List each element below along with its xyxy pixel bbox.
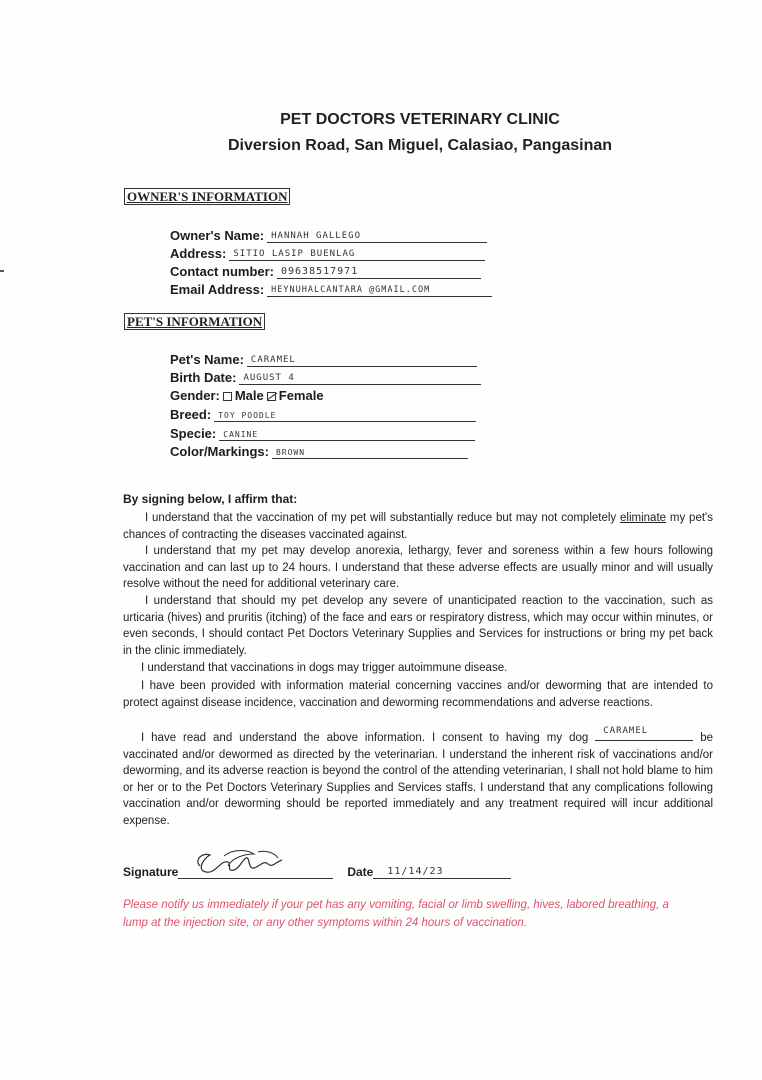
pet-name-value: CARAMEL [250, 355, 296, 365]
breed-line[interactable] [214, 406, 476, 422]
color-markings-field [170, 443, 468, 461]
affirmation-paragraph-6 [123, 728, 713, 830]
handwritten-signature [184, 846, 294, 882]
gender-field [170, 388, 324, 403]
contact-number-field [170, 263, 481, 281]
contact-number-value: 09638517971 [281, 266, 359, 277]
clinic-address: Diversion Road, San Miguel, Calasiao, Pangasinan [227, 137, 613, 154]
birth-date-line[interactable] [239, 369, 481, 385]
affirmation-paragraph-5 [123, 678, 713, 711]
contact-number-line[interactable] [277, 263, 481, 279]
specie-value: CANINE [223, 430, 259, 439]
affirmation-paragraph-1 [123, 510, 713, 543]
color-markings-value: BROWN [275, 448, 306, 457]
email-label: Email Address: [170, 282, 265, 297]
affirmation-paragraph-3 [123, 593, 713, 659]
affirmation-paragraph-4 [123, 660, 713, 677]
para-2-text: I understand that my pet may develop anorexia, lethargy, fever and soreness within a few hours following vaccination and can last up to 24 hours. I understand that these adverse effects are usually minor and will usually resolve without the need for additional veterinary care. [123, 545, 713, 591]
contact-number-label: Contact number: [170, 264, 274, 279]
male-label: Male [234, 388, 264, 403]
para-4-text: I understand that vaccinations in dogs may trigger autoimmune disease. [141, 662, 508, 674]
birth-date-label: Birth Date: [170, 370, 237, 385]
date-line[interactable] [373, 860, 511, 879]
signature-row [123, 860, 511, 879]
birth-date-value: AUGUST 4 [243, 373, 295, 383]
female-label: Female [278, 388, 324, 403]
para-6-text-end: be vaccinated and/or dewormed as directed by the veterinarian. I understand the inherent risk of vaccinations and/or deworming, and its adverse reaction is beyond the control of the attending veterinarian, I shall not hold blame to him or her or to the Pet Doctors Veterinary Supplies and Services staffs. I understand that any complications following vaccination and/or deworming should be reported immediately and any treatment required will incur additional expense. [123, 732, 713, 827]
para-6-text: I have read and understand the above information. I consent to having my dog [141, 732, 589, 744]
address-field [170, 245, 485, 263]
gender-label: Gender: [170, 388, 220, 403]
affirmation-heading: By signing below, I affirm that: [123, 492, 298, 506]
pet-name-line[interactable] [247, 351, 477, 367]
para-1-underlined: eliminate [620, 512, 667, 524]
specie-label: Specie: [170, 426, 217, 441]
female-checkbox[interactable] [267, 392, 276, 401]
date-label: Date [347, 865, 374, 879]
owner-name-label: Owner's Name: [170, 228, 265, 243]
pet-name-label: Pet's Name: [170, 352, 244, 367]
affirmation-paragraph-2 [123, 543, 713, 593]
address-label: Address: [170, 246, 227, 261]
para-1-text: I understand that the vaccination of my pet will substantially reduce but may not completely [145, 512, 617, 524]
breed-label: Breed: [170, 407, 212, 422]
breed-value: TOY POODLE [218, 411, 277, 420]
para-1-text-end: my pet's chances of contracting the diseases vaccinated against. [123, 512, 713, 541]
color-markings-label: Color/Markings: [170, 444, 269, 459]
breed-field [170, 406, 476, 424]
owner-section-title: OWNER'S INFORMATION [124, 188, 290, 205]
email-field [170, 281, 492, 299]
address-line[interactable] [229, 245, 485, 261]
scan-artifact [0, 270, 4, 272]
clinic-name: PET DOCTORS VETERINARY CLINIC [280, 111, 560, 128]
para-3-text: I understand that should my pet develop any severe of unanticipated reaction to the vaccination, such as urticaria (hives) and pruritis (itching) of the face and ears or respiratory distress, which may occur within minutes, or even seconds, I should contact Pet Doctors Veterinary Supplies and Services for instructions or bring my pet back in the clinic immediately. [123, 595, 713, 657]
address-value: SITIO LASIP BUENLAG [233, 249, 356, 259]
pet-name-field [170, 351, 477, 369]
color-markings-line[interactable] [272, 443, 468, 459]
specie-field [170, 425, 475, 443]
male-checkbox[interactable] [223, 392, 232, 401]
signature-label: Signature [123, 865, 179, 879]
email-line[interactable] [267, 281, 492, 297]
signature-line[interactable] [178, 860, 333, 879]
dog-name-line[interactable] [595, 728, 693, 741]
email-value: HEYNUHALCANTARA @GMAIL.COM [271, 285, 431, 295]
owner-name-line[interactable] [267, 227, 487, 243]
date-value: 11/14/23 [387, 866, 444, 877]
specie-line[interactable] [219, 425, 475, 441]
owner-name-field [170, 227, 487, 245]
dog-name-value: CARAMEL [603, 726, 649, 737]
pet-section-title: PET'S INFORMATION [124, 313, 265, 330]
para-5-text: I have been provided with information material concerning vaccines and/or deworming that are intended to protect against disease incidence, vaccination and deworming recommendations and adverse reactions. [123, 680, 713, 709]
post-vaccination-notice: Please notify us immediately if your pet has any vomiting, facial or limb swelling, hives, labored breathing, a lump at the injection site, or any other symptoms within 24 hours of vaccination. [123, 899, 669, 929]
birth-date-field [170, 369, 481, 387]
owner-name-value: HANNAH GALLEGO [271, 231, 361, 241]
